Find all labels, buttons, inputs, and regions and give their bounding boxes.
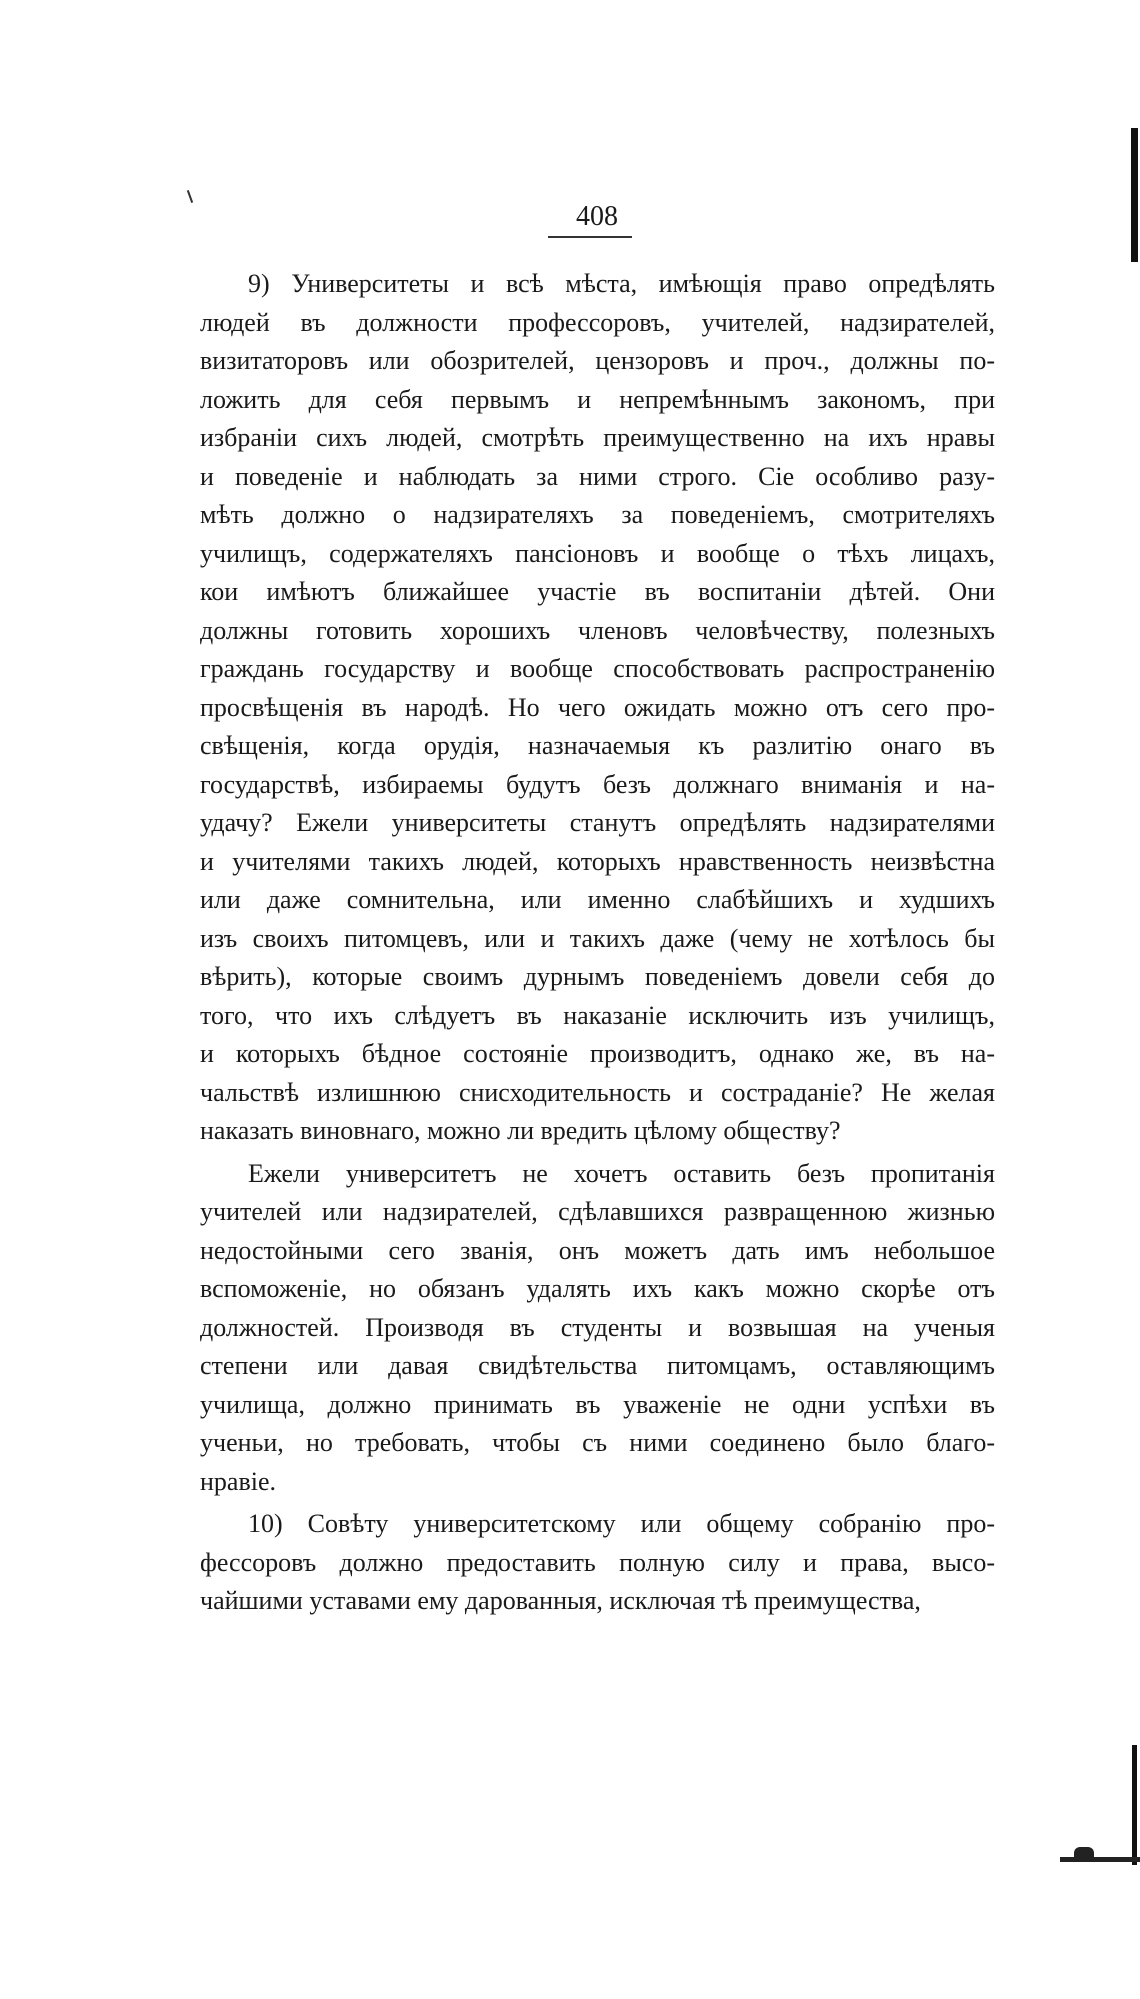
body-text	[200, 265, 995, 1621]
paragraph	[200, 1505, 995, 1621]
page-number: 408	[576, 201, 618, 232]
text-line: Ежели университетъ не хочетъ оставить безъ пропитанія	[248, 1158, 995, 1188]
text-line: учителей или надзирателей, сдѣлавшихся развращенною жизнью	[200, 1197, 995, 1226]
paragraph	[200, 265, 995, 1151]
text-line: мѣть должно о надзирателяхъ за поведеніемъ, смотрителяхъ	[200, 500, 995, 529]
text-line: вѣрить), которые своимъ дурнымъ поведеніемъ довели себя до	[200, 962, 995, 991]
text-line: должны готовить хорошихъ членовъ человѣчеству, полезныхъ	[200, 615, 995, 645]
text-line: училищъ, содержателяхъ пансіоновъ и вообще о тѣхъ лицахъ,	[200, 538, 995, 568]
scan-edge-blot	[1060, 1857, 1140, 1862]
text-line: 10) Совѣту университетскому или общему собранію про-	[248, 1509, 995, 1538]
text-line: просвѣщенія въ народѣ. Но чего ожидать можно отъ сего про-	[200, 692, 995, 722]
text-line: нравіе.	[200, 1466, 276, 1496]
text-line: и поведеніе и наблюдать за ними строго. Сіе особливо разу-	[200, 461, 995, 491]
text-line: должностей. Производя въ студенты и возвышая на ученыя	[200, 1312, 995, 1342]
text-line: людей въ должности профессоровъ, учителей, надзирателей,	[200, 307, 995, 337]
text-line: визитаторовъ или обозрителей, цензоровъ и проч., должны по-	[200, 346, 995, 375]
text-line: чайшими уставами ему дарованныя, исключая тѣ преимущества,	[200, 1586, 921, 1615]
text-line: училища, должно принимать въ уваженіе не одни успѣхи въ	[200, 1389, 995, 1419]
text-line: вспоможеніе, но обязанъ удалять ихъ какъ можно скорѣе отъ	[200, 1274, 995, 1303]
page-number-rule	[548, 236, 632, 238]
text-line: фессоровъ должно предоставить полную силу и права, высо-	[200, 1547, 995, 1577]
text-line: изъ своихъ питомцевъ, или и такихъ даже (чему не хотѣлось бы	[200, 923, 995, 953]
text-line: свѣщенія, когда орудія, назначаемыя къ разлитію онаго въ	[200, 731, 995, 760]
text-line: удачу? Ежели университеты станутъ опредѣлять надзирателями	[200, 808, 995, 837]
text-line: избраніи сихъ людей, смотрѣть преимущественно на ихъ нравы	[200, 423, 995, 452]
text-line: и учителями такихъ людей, которыхъ нравственность неизвѣстна	[200, 846, 995, 876]
text-line: граждань государству и вообще способствовать распространенію	[200, 654, 995, 683]
text-line: или даже сомнительна, или именно слабѣйшихъ и худшихъ	[200, 885, 995, 914]
paragraph	[200, 1155, 995, 1502]
text-line: кои имѣютъ ближайшее участіе въ воспитаніи дѣтей. Они	[200, 577, 995, 606]
scan-edge-bar-bottom	[1132, 1745, 1137, 1865]
text-line: недостойными сего званія, онъ можетъ дать имъ небольшое	[200, 1235, 995, 1265]
text-line: того, что ихъ слѣдуетъ въ наказаніе исключить изъ училищъ,	[200, 1000, 995, 1030]
text-line: государствѣ, избираемы будутъ безъ должнаго вниманія и на-	[200, 769, 995, 799]
text-line: ложить для себя первымъ и непремѣннымъ закономъ, при	[200, 384, 995, 414]
text-line: и которыхъ бѣдное состояніе производитъ, однако же, въ на-	[200, 1039, 995, 1068]
text-line: ученьи, но требовать, чтобы съ ними соединено было благо-	[200, 1428, 995, 1457]
text-line: степени или давая свидѣтельства питомцамъ, оставляющимъ	[200, 1351, 995, 1380]
text-line: наказать виновнаго, можно ли вредить цѣлому обществу?	[200, 1116, 841, 1145]
scan-edge-bar-top	[1131, 128, 1138, 262]
text-line: 9) Университеты и всѣ мѣста, имѣющія право опредѣлять	[248, 269, 995, 298]
text-line: чальствѣ излишнюю снисходительность и состраданіе? Не желая	[200, 1077, 995, 1107]
